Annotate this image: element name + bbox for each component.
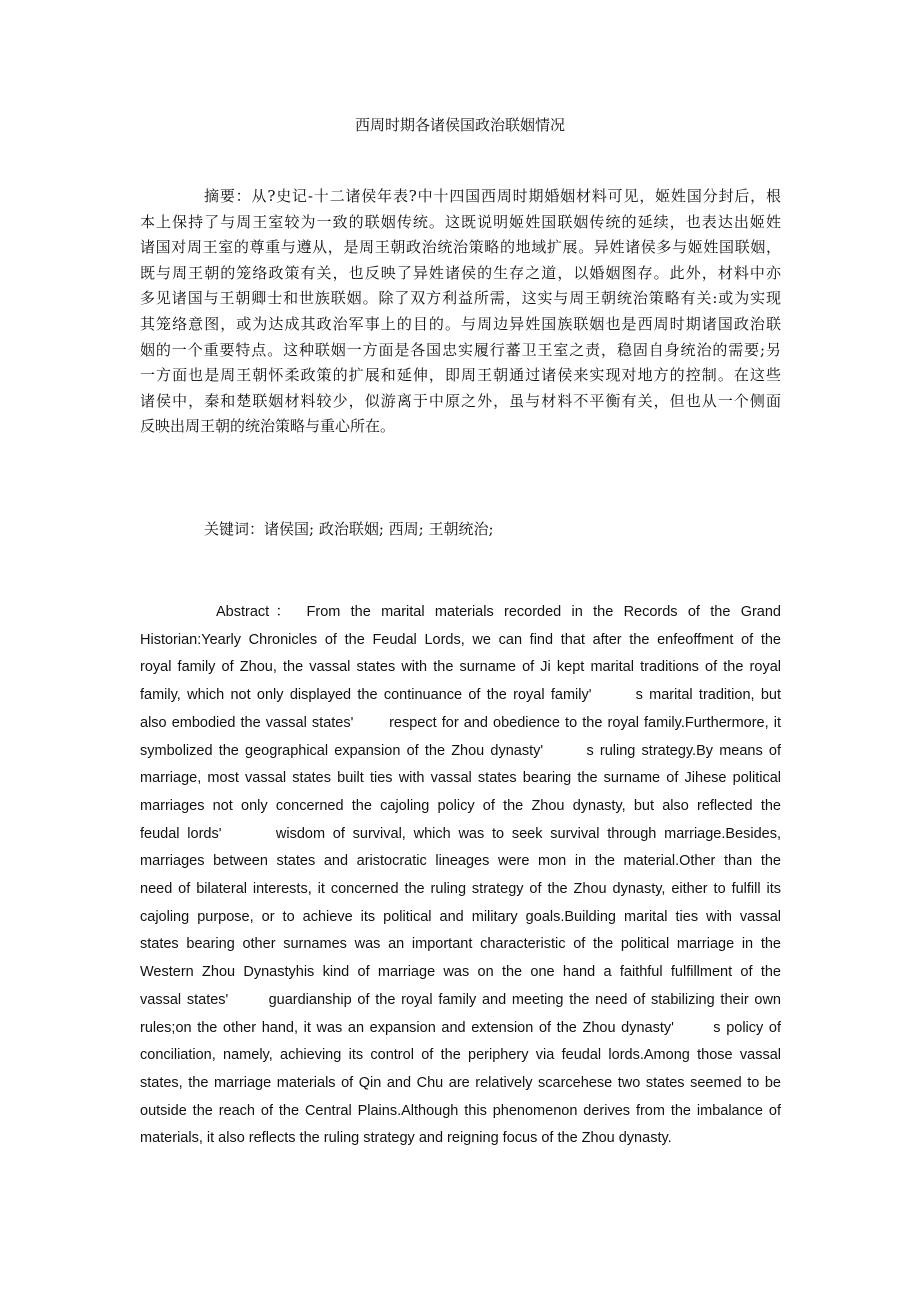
- abstract-en-line: also embodied the vassal states' respect for and obedience to the royal family.Furthermore, it: [140, 714, 781, 731]
- abstract-en-line: outside the reach of the Central Plains.Although this phenomenon derives from the imbalance of: [140, 1102, 781, 1119]
- abstract-en-line: conciliation, namely, achieving its control of the periphery via feudal lords.Among those vassal: [140, 1047, 781, 1064]
- abstract-en-line: states bearing other surnames was an important characteristic of the political marriage in the: [140, 936, 781, 953]
- abstract-en-line: royal family of Zhou, the vassal states with the surname of Ji kept marital traditions of the royal: [140, 659, 781, 676]
- abstract-cn-line: 姻的一个重要特点。这种联姻一方面是各国忠实履行蕃卫王室之责，稳固自身统治的需要;另: [140, 340, 781, 359]
- abstract-en-line: cajoling purpose, or to achieve its political and military goals.Building marital ties with vassal: [140, 908, 781, 925]
- abstract-cn-line: 本上保持了与周王室较为一致的联姻传统。这既说明姬姓国联姻传统的延续，也表达出姬姓: [140, 212, 781, 231]
- keywords-cn: 关键词：诸侯国; 政治联姻; 西周; 王朝统治;: [204, 520, 494, 538]
- document-title: 西周时期各诸侯国政治联姻情况: [354, 116, 565, 134]
- abstract-en-line: feudal lords' wisdom of survival, which was to seek survival through marriage.Besides,: [140, 825, 781, 842]
- abstract-cn-line: 一方面也是周王朝怀柔政策的扩展和延伸，即周王朝通过诸侯来实现对地方的控制。在这些: [140, 366, 781, 385]
- abstract-en-line: rules;on the other hand, it was an expansion and extension of the Zhou dynasty' s policy of: [140, 1019, 781, 1036]
- abstract-cn-line: 其笼络意图，或为达成其政治军事上的目的。与周边异姓国族联姻也是西周时期诸国政治联: [140, 315, 781, 333]
- abstract-en-line: marriage, most vassal states built ties with vassal states bearing the surname of Jihese political: [140, 770, 781, 787]
- abstract-cn-line: 反映出周王朝的统治策略与重心所在。: [140, 417, 396, 436]
- abstract-cn-line: 诸侯中，秦和楚联姻材料较少，似游离于中原之外，虽与材料不平衡有关，但也从一个侧面: [140, 391, 781, 410]
- abstract-en-line: family, which not only displayed the continuance of the royal family' s marital tradition, but: [140, 687, 781, 704]
- abstract-cn-line: 诸国对周王室的尊重与遵从，是周王朝政治统治策略的地域扩展。异姓诸侯多与姬姓国联姻，: [140, 238, 781, 257]
- abstract-en-line: symbolized the geographical expansion of the Zhou dynasty' s ruling strategy.By means of: [140, 742, 781, 759]
- abstract-en-line: materials, it also reflects the ruling strategy and reigning focus of the Zhou dynasty.: [140, 1130, 672, 1147]
- abstract-en-line: marriages between states and aristocratic lineages were mon in the material.Other than the: [140, 853, 781, 870]
- abstract-en-line: states, the marriage materials of Qin and Chu are relatively scarcehese two states seemed to be: [140, 1074, 781, 1091]
- abstract-en-line: Historian:Yearly Chronicles of the Feudal Lords, we can find that after the enfeoffment of the: [140, 631, 781, 648]
- abstract-en-line: marriages not only concerned the cajoling policy of the Zhou dynasty, but also reflected the: [140, 797, 781, 814]
- abstract-cn-line: 既与周王朝的笼络政策有关，也反映了异姓诸侯的生存之道，以婚姻图存。此外，材料中亦: [140, 263, 781, 282]
- abstract-cn-line: 摘要：从?史记-十二诸侯年表?中十四国西周时期婚姻材料可见，姬姓国分封后，根: [204, 187, 781, 205]
- abstract-en-line: vassal states' guardianship of the royal family and meeting the need of stabilizing their own: [140, 991, 781, 1008]
- abstract-en-line: need of bilateral interests, it concerned the ruling strategy of the Zhou dynasty, either to fulfill its: [140, 881, 781, 897]
- abstract-en-line: Abstract： From the marital materials recorded in the Records of the Grand: [216, 604, 781, 620]
- abstract-cn-line: 多见诸国与王朝卿士和世族联姻。除了双方利益所需，这实与周王朝统治策略有关:或为实现: [140, 289, 781, 308]
- abstract-en-line: Western Zhou Dynastyhis kind of marriage was on the one hand a faithful fulfillment of the: [140, 964, 781, 981]
